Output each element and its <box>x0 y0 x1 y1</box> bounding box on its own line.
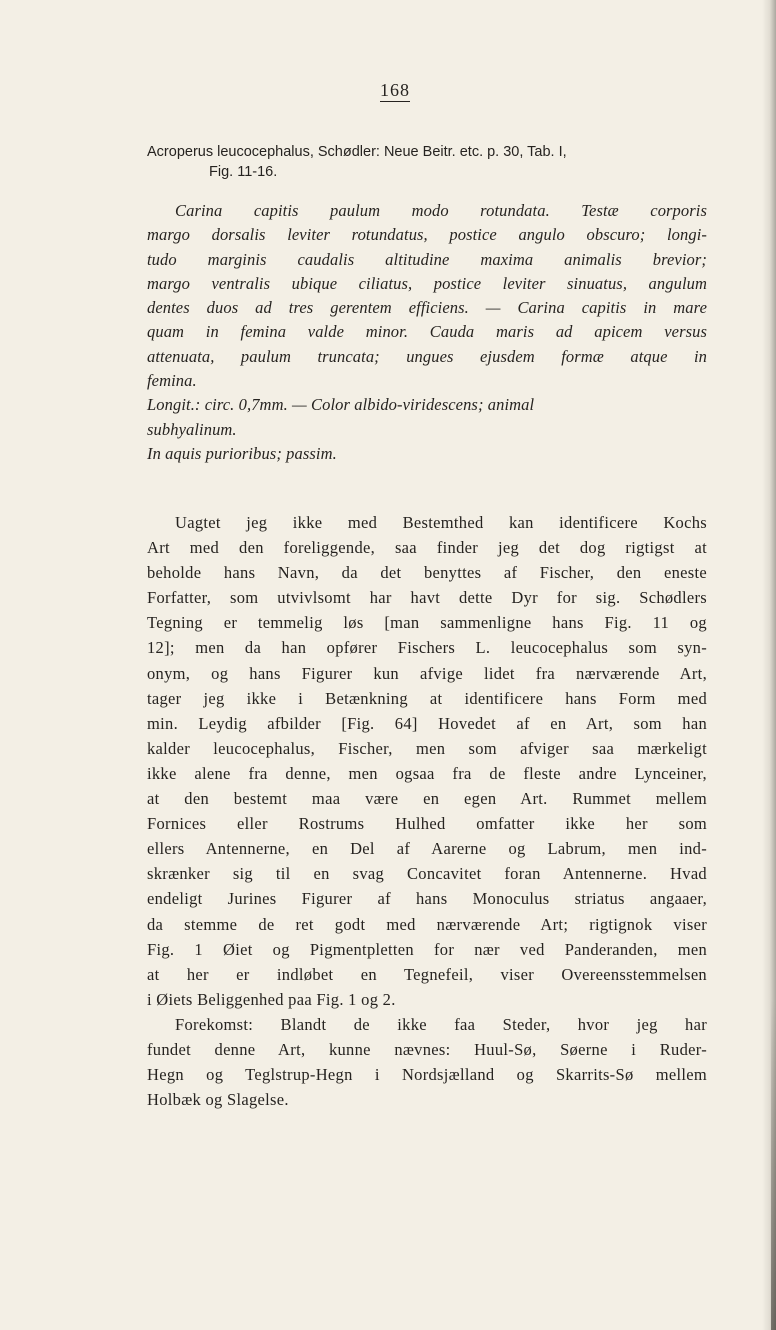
body-line: at den bestemt maa være en egen Art. Rummet mellem <box>147 789 707 809</box>
body-line: kalder leucocephalus, Fischer, men som afviger saa mærkeligt <box>147 738 707 758</box>
latin-line: dentes duos ad tres gerentem efficiens. — Carina capitis in mare <box>147 298 707 318</box>
body-line: Uagtet jeg ikke med Bestemthed kan identificere Kochs <box>175 513 707 532</box>
body-line: ikke alene fra denne, men ogsaa fra de fleste andre Lynceiner, <box>147 763 707 783</box>
body-line: Hegn og Teglstrup-Hegn i Nordsjælland og Skarrits-Sø mellem <box>147 1065 707 1085</box>
body-line: Forfatter, som utvivlsomt har havt dette Dyr for sig. Schødlers <box>147 588 707 608</box>
body-line: skrænker sig til en svag Concavitet foran Antennerne. Hvad <box>147 864 707 884</box>
latin-line: In aquis purioribus; passim. <box>147 443 337 463</box>
latin-description <box>147 199 707 466</box>
reference-line: Fig. 11-16. <box>209 164 278 180</box>
latin-line: subhyalinum. <box>147 419 237 439</box>
latin-line: margo ventralis ubique ciliatus, postice leviter sinuatus, angulum <box>147 273 707 293</box>
body-line: ellers Antennerne, en Del af Aarerne og Labrum, men ind- <box>147 839 707 859</box>
latin-line: margo dorsalis leviter rotundatus, postice angulo obscuro; longi- <box>147 225 707 245</box>
body-line: tager jeg ikke i Betænkning at identificere hans Form med <box>147 688 707 708</box>
page-edge-mark <box>771 1000 776 1330</box>
body-line: endeligt Jurines Figurer af hans Monoculus striatus angaaer, <box>147 889 707 909</box>
body-line: Fornices eller Rostrums Hulhed omfatter ikke her som <box>147 814 707 834</box>
latin-line: tudo marginis caudalis altitudine maxima animalis brevior; <box>147 249 707 269</box>
species-reference <box>147 142 707 182</box>
body-line: min. Leydig afbilder [Fig. 64] Hovedet af en Art, som han <box>147 713 707 733</box>
body-line: Forekomst: Blandt de ikke faa Steder, hvor jeg har <box>175 1014 707 1034</box>
body-line: Tegning er temmelig løs [man sammenligne hans Fig. 11 og <box>147 613 707 633</box>
latin-line: Carina capitis paulum modo rotundata. Testæ corporis <box>175 201 707 220</box>
body-line: 12]; men da han opfører Fischers L. leucocephalus som syn- <box>147 638 707 658</box>
latin-line: attenuata, paulum truncata; ungues ejusdem formæ atque in <box>147 346 707 366</box>
latin-line: Longit.: circ. 0,7mm. — Color albido-viridescens; animal <box>147 395 535 415</box>
body-line: Fig. 1 Øiet og Pigmentpletten for nær ved Panderanden, men <box>147 939 707 959</box>
body-line: at her er indløbet en Tegnefeil, viser Overeensstemmelsen <box>147 964 707 984</box>
body-text <box>147 510 707 1112</box>
reference-line: Acroperus leucocephalus, Schødler: Neue Beitr. etc. p. 30, Tab. I, <box>147 144 567 160</box>
page-number: 168 <box>380 80 410 100</box>
body-line: Art med den foreliggende, saa finder jeg det dog rigtigst at <box>147 538 707 558</box>
body-line: da stemme de ret godt med nærværende Art; rigtignok viser <box>147 914 707 934</box>
body-line: onym, og hans Figurer kun afvige lidet fra nærværende Art, <box>147 663 707 683</box>
latin-line: femina. <box>147 371 197 391</box>
body-line: fundet denne Art, kunne nævnes: Huul-Sø, Søerne i Ruder- <box>147 1039 707 1059</box>
body-line: Holbæk og Slagelse. <box>147 1090 289 1110</box>
body-line: i Øiets Beliggenhed paa Fig. 1 og 2. <box>147 989 396 1009</box>
latin-line: quam in femina valde minor. Cauda maris ad apicem versus <box>147 322 707 342</box>
body-line: beholde hans Navn, da det benyttes af Fischer, den eneste <box>147 563 707 583</box>
